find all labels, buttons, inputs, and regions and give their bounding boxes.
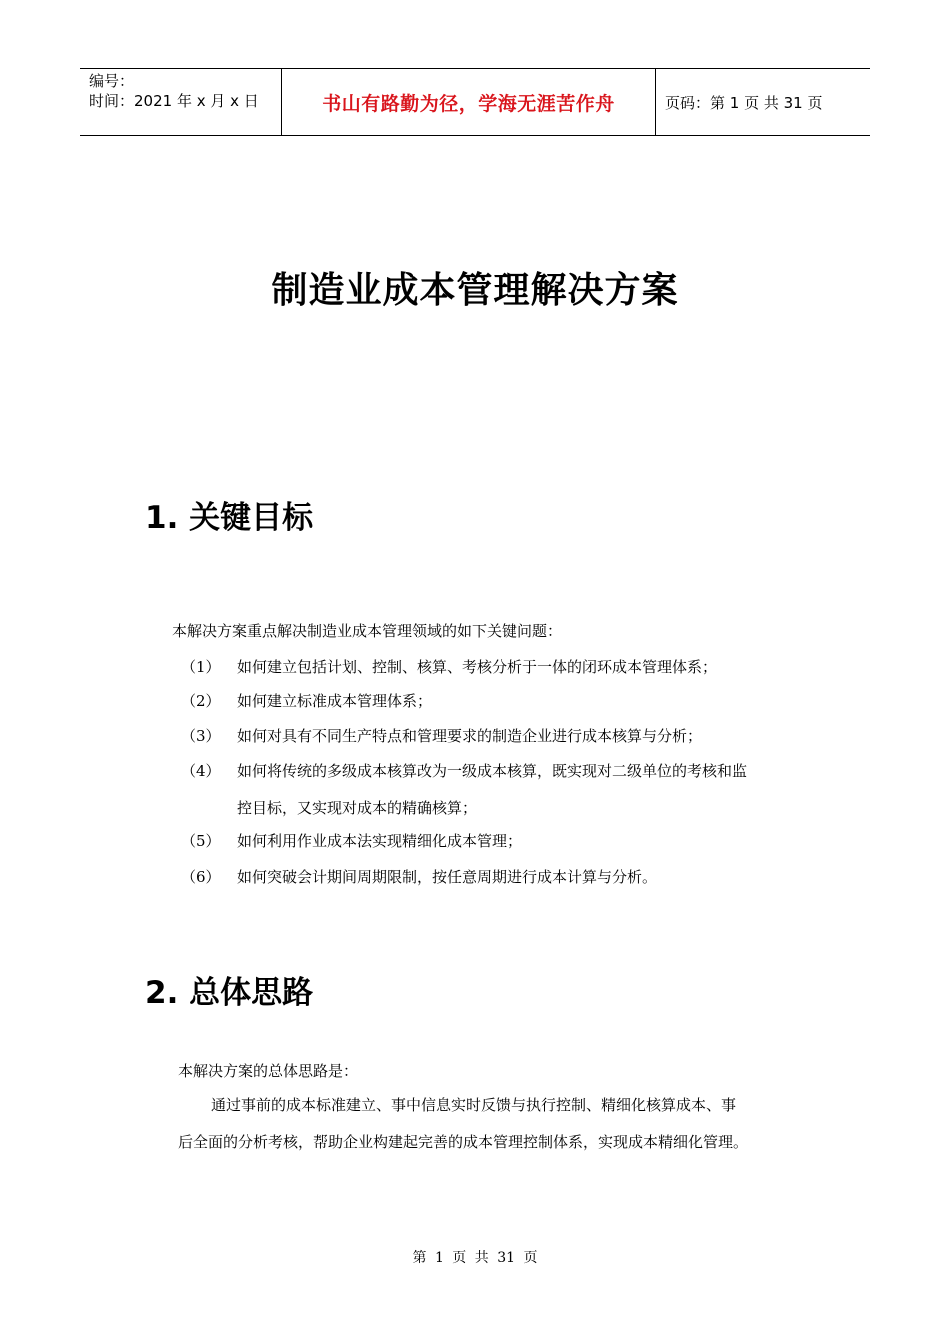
section1-intro: 本解决方案重点解决制造业成本管理领域的如下关键问题： <box>172 622 563 640</box>
list-item-text-continued: 控目标，又实现对成本的精确核算； <box>237 799 478 817</box>
list-item-text: 如何利用作业成本法实现精细化成本管理； <box>237 832 523 850</box>
page-info: 页码：第 1 页 共 31 页 <box>665 93 823 112</box>
header-table <box>80 68 870 136</box>
list-item-text: 如何将传统的多级成本核算改为一级成本核算，既实现对二级单位的考核和监 <box>237 762 748 780</box>
section-heading-key-goals: 1. 关键目标 <box>145 500 314 536</box>
list-item-number: （3） <box>181 727 221 745</box>
list-item-text: 如何突破会计期间周期限制，按任意周期进行成本计算与分析。 <box>237 868 658 886</box>
number-label: 编号： <box>89 72 135 90</box>
page-footer: 第 1 页 共 31 页 <box>412 1250 538 1266</box>
list-item-number: （6） <box>181 868 221 886</box>
list-item-text: 如何建立标准成本管理体系； <box>237 692 433 710</box>
list-item-text: 如何建立包括计划、控制、核算、考核分析于一体的闭环成本管理体系； <box>237 658 718 676</box>
list-item-text: 如何对具有不同生产特点和管理要求的制造企业进行成本核算与分析； <box>237 727 703 745</box>
section-heading-overall-approach: 2. 总体思路 <box>145 975 314 1011</box>
motto: 书山有路勤为径，学海无涯苦作舟 <box>282 69 656 135</box>
section2-body-line2: 后全面的分析考核，帮助企业构建起完善的成本管理控制体系，实现成本精细化管理。 <box>178 1133 749 1151</box>
section2-intro: 本解决方案的总体思路是： <box>178 1062 359 1080</box>
header-meta-cell <box>80 69 282 135</box>
list-item-number: （2） <box>181 692 221 710</box>
list-item-number: （1） <box>181 658 221 676</box>
document-title: 制造业成本管理解决方案 <box>271 270 679 311</box>
list-item-number: （4） <box>181 762 221 780</box>
section2-body-line1: 通过事前的成本标准建立、事中信息实时反馈与执行控制、精细化核算成本、事 <box>211 1096 737 1114</box>
list-item-number: （5） <box>181 832 221 850</box>
time-label: 时间：2021 年 x 月 x 日 <box>89 92 259 110</box>
